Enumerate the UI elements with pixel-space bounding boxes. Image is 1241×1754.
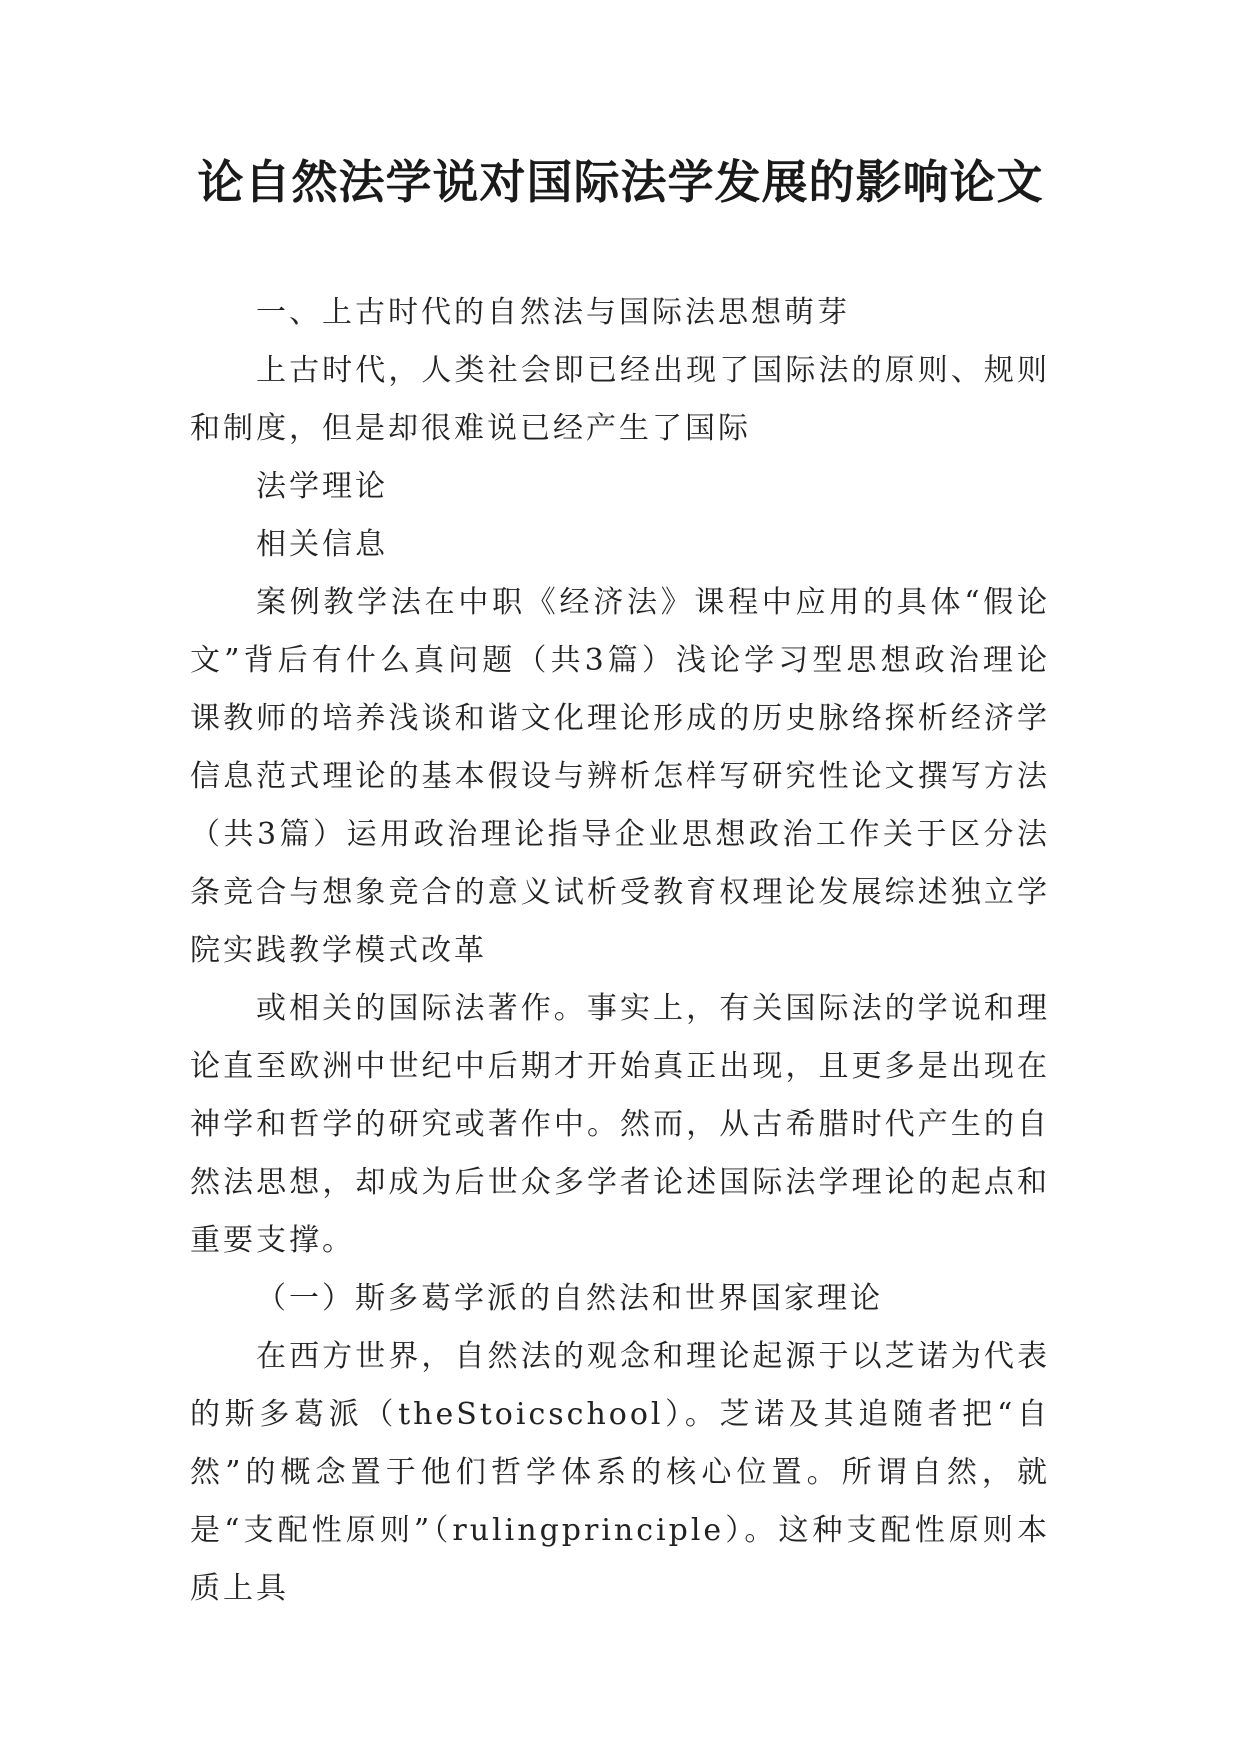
document-title: 论自然法学说对国际法学发展的影响论文 (197, 155, 1044, 209)
subsection-heading: （一）斯多葛学派的自然法和世界国家理论 (256, 1281, 883, 1316)
related-info-list: 案例教学法在中职《经济法》课程中应用的具体“假论文”背后有什么真问题（共3篇）浅论学习型思想政治理论课教师的培养浅谈和谐文化理论形成的历史脉络探析经济学信息范式理论的基本假设与辨析怎样写研究性论文撰写方法（共3篇）运用政治理论指导企业思想政治工作关于区分法条竞合与想象竞合的意义试析受教育权理论发展综述独立学院实践教学模式改革 (190, 585, 1050, 968)
paragraph: 或相关的国际法著作。事实上，有关国际法的学说和理论直至欧洲中世纪中后期才开始真正出现，且更多是出现在神学和哲学的研究或著作中。然而，从古希腊时代产生的自然法思想，却成为后世众多学者论述国际法学理论的起点和重要支撑。 (190, 991, 1050, 1258)
document-body (190, 284, 1050, 1618)
related-info-label: 相关信息 (256, 527, 388, 562)
paragraph: 在西方世界，自然法的观念和理论起源于以芝诺为代表的斯多葛派（theStoicschool）。芝诺及其追随者把“自然”的概念置于他们哲学体系的核心位置。所谓自然，就是“支配性原则”（rulingprinciple）。这种支配性原则本质上具 (190, 1339, 1050, 1606)
paragraph: 法学理论 (256, 469, 388, 504)
paragraph: 上古时代，人类社会即已经出现了国际法的原则、规则和制度，但是却很难说已经产生了国际 (190, 353, 1050, 446)
section-heading: 一、上古时代的自然法与国际法思想萌芽 (256, 295, 850, 330)
